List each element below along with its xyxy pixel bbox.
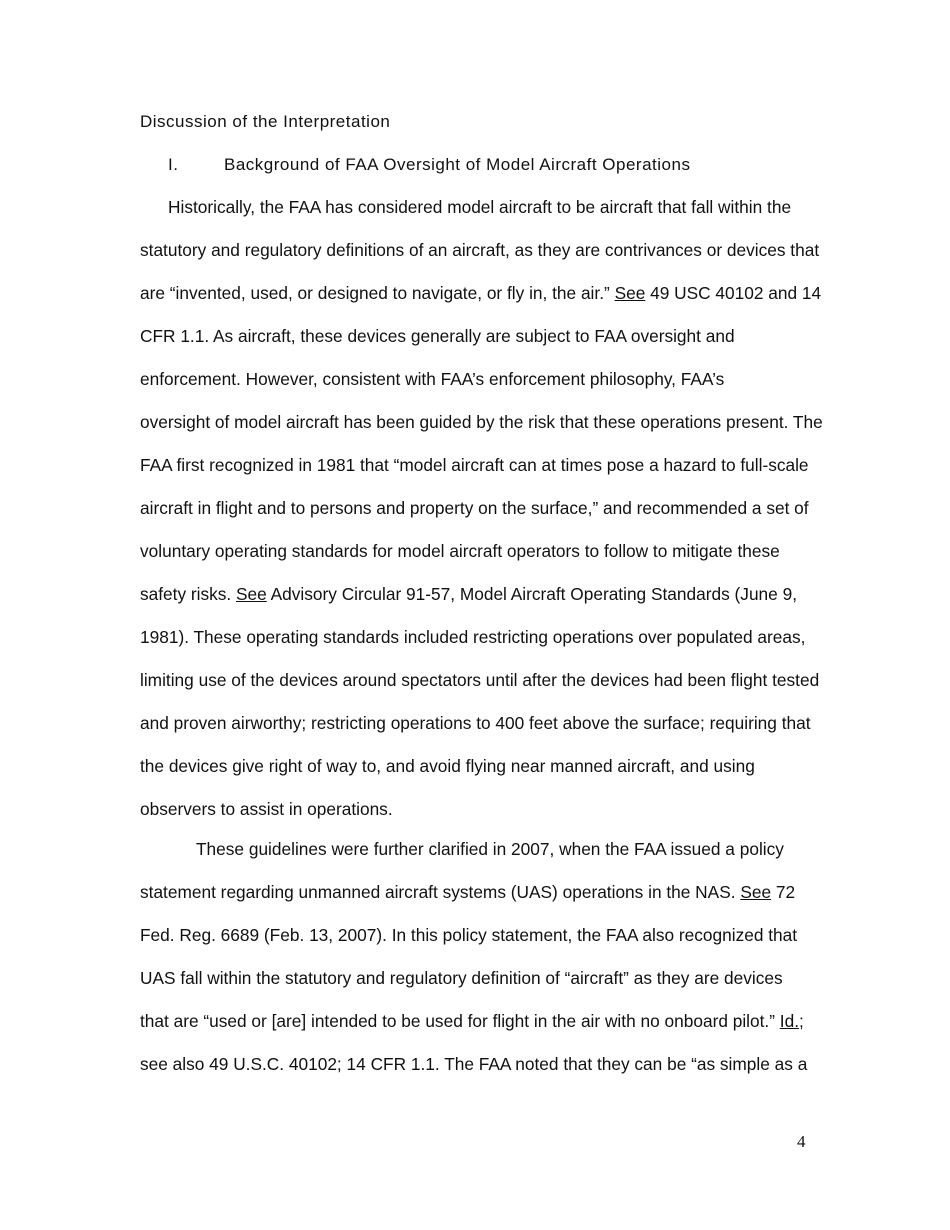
paragraph-line: 1981). These operating standards included restricting operations over populated areas, <box>140 627 806 647</box>
paragraph-line: enforcement. However, consistent with FAA’s enforcement philosophy, FAA’s <box>140 369 725 389</box>
paragraph-line: statutory and regulatory definitions of an aircraft, as they are contrivances or devices that <box>140 240 820 260</box>
paragraph-line: the devices give right of way to, and avoid flying near manned aircraft, and using <box>140 756 755 776</box>
subsection-number: I. <box>168 155 179 174</box>
paragraph-line: limiting use of the devices around spectators until after the devices had been flight tested <box>140 670 820 690</box>
subsection-title: Background of FAA Oversight of Model Aircraft Operations <box>224 155 691 174</box>
paragraph-line: Historically, the FAA has considered model aircraft to be aircraft that fall within the <box>168 197 792 217</box>
paragraph-line: aircraft in flight and to persons and property on the surface,” and recommended a set of <box>140 498 809 518</box>
text-run: Advisory Circular 91-57, Model Aircraft Operating Standards (June 9, <box>266 584 797 604</box>
subsection-heading <box>168 153 690 177</box>
paragraph-line <box>140 871 812 914</box>
see-citation-signal: See <box>740 882 772 902</box>
text-run: 49 USC 40102 and 14 <box>645 283 822 303</box>
paragraph-line: Fed. Reg. 6689 (Feb. 13, 2007). In this policy statement, the FAA also recognized that <box>140 925 798 945</box>
paragraph-line: FAA first recognized in 1981 that “model aircraft can at times pose a hazard to full-scale <box>140 455 809 475</box>
id-citation-signal: Id. <box>779 1011 800 1031</box>
paragraph-2 <box>140 828 812 1086</box>
text-run: are “invented, used, or designed to navigate, or fly in, the air.” <box>140 283 615 303</box>
text-run: safety risks. <box>140 584 237 604</box>
see-citation-signal: See <box>236 584 267 604</box>
see-citation-signal: See <box>614 283 646 303</box>
text-run: statement regarding unmanned aircraft systems (UAS) operations in the NAS. <box>140 882 741 902</box>
paragraph-1 <box>140 186 823 831</box>
paragraph-line <box>140 1000 812 1043</box>
paragraph-line: oversight of model aircraft has been guided by the risk that these operations present. The <box>140 412 823 432</box>
paragraph-line <box>140 272 822 315</box>
section-heading: Discussion of the Interpretation <box>140 112 391 131</box>
paragraph-line: These guidelines were further clarified in 2007, when the FAA issued a policy <box>196 839 784 859</box>
page-number: 4 <box>797 1132 806 1151</box>
text-run: that are “used or [are] intended to be used for flight in the air with no onboard pilot.” <box>140 1011 780 1031</box>
paragraph-line <box>140 573 812 616</box>
paragraph-line: CFR 1.1. As aircraft, these devices generally are subject to FAA oversight and <box>140 326 735 346</box>
paragraph-line: UAS fall within the statutory and regulatory definition of “aircraft” as they are devices <box>140 968 783 988</box>
paragraph-line: and proven airworthy; restricting operations to 400 feet above the surface; requiring that <box>140 713 811 733</box>
text-run: 72 <box>771 882 796 902</box>
text-run: ; <box>799 1011 804 1031</box>
paragraph-line: voluntary operating standards for model aircraft operators to follow to mitigate these <box>140 541 780 561</box>
paragraph-line: observers to assist in operations. <box>140 799 393 819</box>
paragraph-line: see also 49 U.S.C. 40102; 14 CFR 1.1. The FAA noted that they can be “as simple as a <box>140 1054 808 1074</box>
